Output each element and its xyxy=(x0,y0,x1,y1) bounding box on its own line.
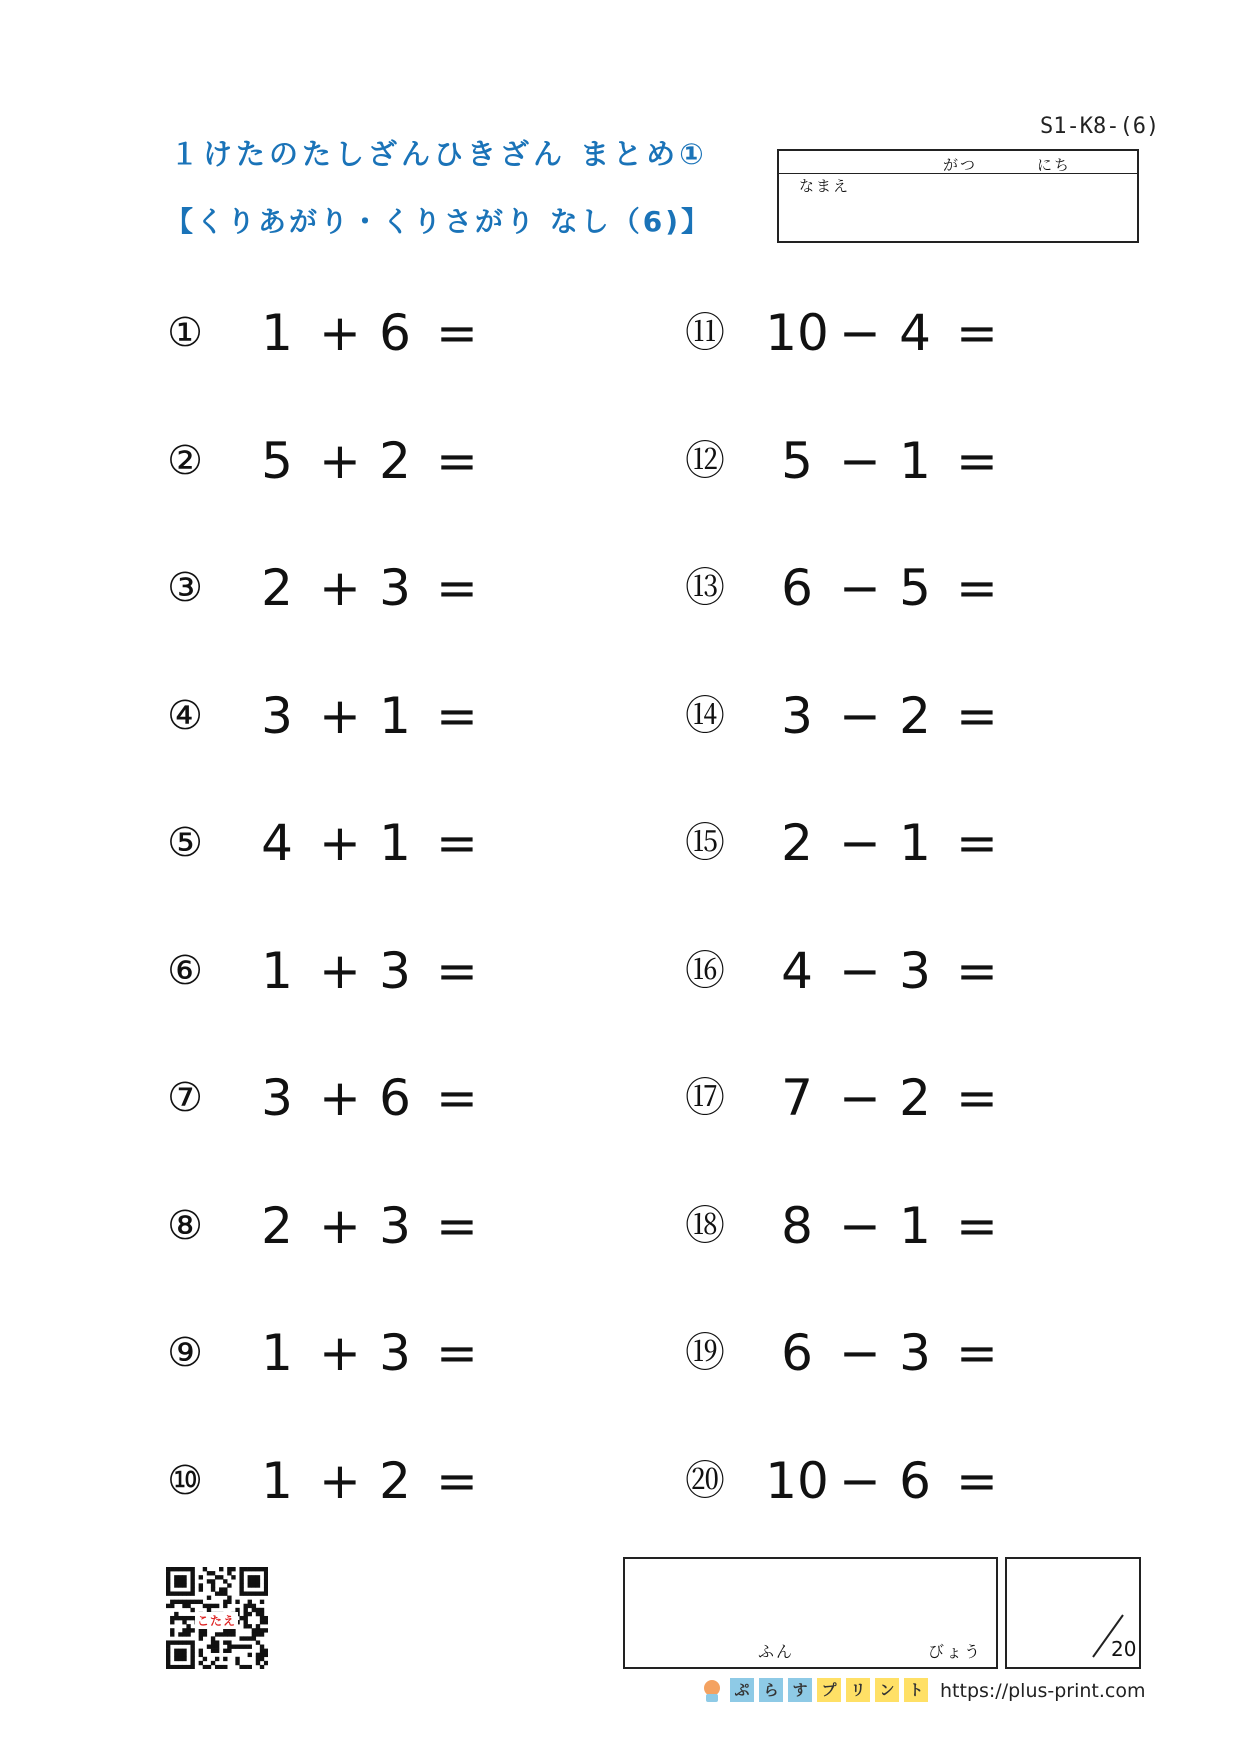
problem-number: ⑩ xyxy=(167,1457,203,1504)
problem-row xyxy=(155,1063,495,1133)
problem-number: ⑮ xyxy=(685,820,725,866)
problem-row xyxy=(675,1063,1015,1133)
problem-row xyxy=(675,553,1015,623)
second-operand: 1 xyxy=(899,1196,931,1255)
problem-number: ⑪ xyxy=(685,310,725,356)
answer-label: こたえ xyxy=(197,1614,237,1628)
brand-char: ら xyxy=(759,1678,783,1702)
problem-number: ⑱ xyxy=(685,1202,725,1249)
problem-row xyxy=(155,1318,495,1388)
equals-sign: = xyxy=(956,1196,998,1255)
second-operand: 6 xyxy=(379,304,411,362)
equals-sign: = xyxy=(436,1451,478,1510)
problem-number: ② xyxy=(167,437,203,484)
score-box xyxy=(1005,1557,1141,1669)
first-operand: 1 xyxy=(261,1451,293,1510)
brand-name xyxy=(730,1678,933,1702)
operator: − xyxy=(839,1069,881,1127)
problem-row xyxy=(675,1191,1015,1261)
second-operand: 3 xyxy=(379,941,411,1000)
problem-number: ⑯ xyxy=(685,947,725,994)
equals-sign: = xyxy=(956,431,998,490)
problem-row xyxy=(155,1191,495,1261)
problem-number: ⑤ xyxy=(167,820,203,866)
time-box xyxy=(623,1557,998,1669)
equals-sign: = xyxy=(956,1069,998,1127)
problem-number: ① xyxy=(167,310,203,356)
equals-sign: = xyxy=(436,941,478,1000)
brand-char: ン xyxy=(875,1678,899,1702)
problem-number: ⑭ xyxy=(685,692,725,739)
problem-number: ⑦ xyxy=(167,1075,203,1121)
seconds-label: びょう xyxy=(928,1642,983,1661)
problem-row xyxy=(675,936,1015,1006)
second-operand: 1 xyxy=(899,431,931,490)
problem-row xyxy=(155,936,495,1006)
brand-char: す xyxy=(788,1678,812,1702)
problem-number: ⑳ xyxy=(685,1457,725,1504)
problem-number: ⑧ xyxy=(167,1202,203,1249)
equals-sign: = xyxy=(436,431,478,490)
first-operand: 2 xyxy=(781,814,813,872)
first-operand: 1 xyxy=(261,1324,293,1382)
problem-number: ⑨ xyxy=(167,1330,203,1376)
second-operand: 1 xyxy=(899,814,931,872)
day-label: にち xyxy=(1037,156,1072,174)
first-operand: 5 xyxy=(781,431,813,490)
equals-sign: = xyxy=(436,1324,478,1382)
first-operand: 8 xyxy=(781,1196,813,1255)
worksheet-code: S1-K8-(6) xyxy=(1040,114,1160,139)
problem-number: ⑥ xyxy=(167,947,203,994)
problem-number: ⑫ xyxy=(685,437,725,484)
problem-number: ⑲ xyxy=(685,1330,725,1376)
operator: + xyxy=(319,1451,361,1510)
first-operand: 2 xyxy=(261,1196,293,1255)
operator: − xyxy=(839,1324,881,1382)
problem-row xyxy=(155,426,495,496)
first-operand: 6 xyxy=(781,559,813,617)
problem-row xyxy=(155,298,495,368)
second-operand: 2 xyxy=(379,1451,411,1510)
problem-row xyxy=(675,681,1015,751)
operator: + xyxy=(319,686,361,745)
second-operand: 2 xyxy=(379,431,411,490)
first-operand: 3 xyxy=(261,686,293,745)
equals-sign: = xyxy=(956,1324,998,1382)
problem-number: ⑰ xyxy=(685,1075,725,1121)
first-operand: 3 xyxy=(261,1069,293,1127)
operator: − xyxy=(839,814,881,872)
equals-sign: = xyxy=(956,686,998,745)
operator: − xyxy=(839,304,881,362)
name-label: なまえ xyxy=(799,177,851,195)
first-operand: 10 xyxy=(765,304,829,362)
equals-sign: = xyxy=(956,559,998,617)
problem-number: ③ xyxy=(167,565,203,611)
operator: + xyxy=(319,814,361,872)
brand-char: プ xyxy=(817,1678,841,1702)
equals-sign: = xyxy=(956,814,998,872)
problem-row xyxy=(155,808,495,878)
problem-row xyxy=(675,426,1015,496)
problem-row xyxy=(675,1318,1015,1388)
second-operand: 5 xyxy=(899,559,931,617)
first-operand: 3 xyxy=(781,686,813,745)
equals-sign: = xyxy=(436,559,478,617)
equals-sign: = xyxy=(436,1069,478,1127)
score-total: 20 xyxy=(1111,1637,1137,1661)
first-operand: 6 xyxy=(781,1324,813,1382)
first-operand: 2 xyxy=(261,559,293,617)
worksheet-title: １けたのたしざんひきざん まとめ① xyxy=(170,137,708,171)
problem-row xyxy=(155,681,495,751)
operator: + xyxy=(319,1196,361,1255)
problem-row xyxy=(155,553,495,623)
first-operand: 4 xyxy=(781,941,813,1000)
brand-mascot-icon xyxy=(700,1676,724,1704)
name-date-box xyxy=(777,149,1139,243)
second-operand: 2 xyxy=(899,686,931,745)
equals-sign: = xyxy=(436,1196,478,1255)
equals-sign: = xyxy=(436,686,478,745)
second-operand: 3 xyxy=(379,1196,411,1255)
minutes-label: ふん xyxy=(758,1642,795,1661)
second-operand: 3 xyxy=(379,1324,411,1382)
second-operand: 2 xyxy=(899,1069,931,1127)
first-operand: 1 xyxy=(261,304,293,362)
second-operand: 1 xyxy=(379,814,411,872)
operator: − xyxy=(839,1196,881,1255)
operator: − xyxy=(839,431,881,490)
equals-sign: = xyxy=(436,304,478,362)
problem-row xyxy=(155,1446,495,1516)
equals-sign: = xyxy=(956,304,998,362)
second-operand: 3 xyxy=(899,941,931,1000)
operator: − xyxy=(839,941,881,1000)
operator: − xyxy=(839,686,881,745)
problem-row xyxy=(675,298,1015,368)
worksheet-subtitle: 【くりあがり・くりさがり なし（6)】 xyxy=(165,205,713,238)
operator: + xyxy=(319,1069,361,1127)
equals-sign: = xyxy=(436,814,478,872)
operator: + xyxy=(319,431,361,490)
operator: + xyxy=(319,941,361,1000)
first-operand: 7 xyxy=(781,1069,813,1127)
problem-number: ④ xyxy=(167,692,203,739)
first-operand: 5 xyxy=(261,431,293,490)
website-link[interactable]: https://plus-print.com xyxy=(940,1680,1146,1702)
brand-char: ト xyxy=(904,1678,928,1702)
operator: − xyxy=(839,1451,881,1510)
month-label: がつ xyxy=(943,156,978,174)
brand-char: ぷ xyxy=(730,1678,754,1702)
second-operand: 3 xyxy=(379,559,411,617)
equals-sign: = xyxy=(956,1451,998,1510)
second-operand: 3 xyxy=(899,1324,931,1382)
problem-number: ⑬ xyxy=(685,565,725,611)
second-operand: 1 xyxy=(379,686,411,745)
problem-row xyxy=(675,808,1015,878)
operator: + xyxy=(319,1324,361,1382)
problem-row xyxy=(675,1446,1015,1516)
equals-sign: = xyxy=(956,941,998,1000)
brand-char: リ xyxy=(846,1678,870,1702)
second-operand: 4 xyxy=(899,304,931,362)
operator: − xyxy=(839,559,881,617)
operator: + xyxy=(319,304,361,362)
first-operand: 1 xyxy=(261,941,293,1000)
second-operand: 6 xyxy=(899,1451,931,1510)
first-operand: 10 xyxy=(765,1451,829,1510)
operator: + xyxy=(319,559,361,617)
second-operand: 6 xyxy=(379,1069,411,1127)
first-operand: 4 xyxy=(261,814,293,872)
